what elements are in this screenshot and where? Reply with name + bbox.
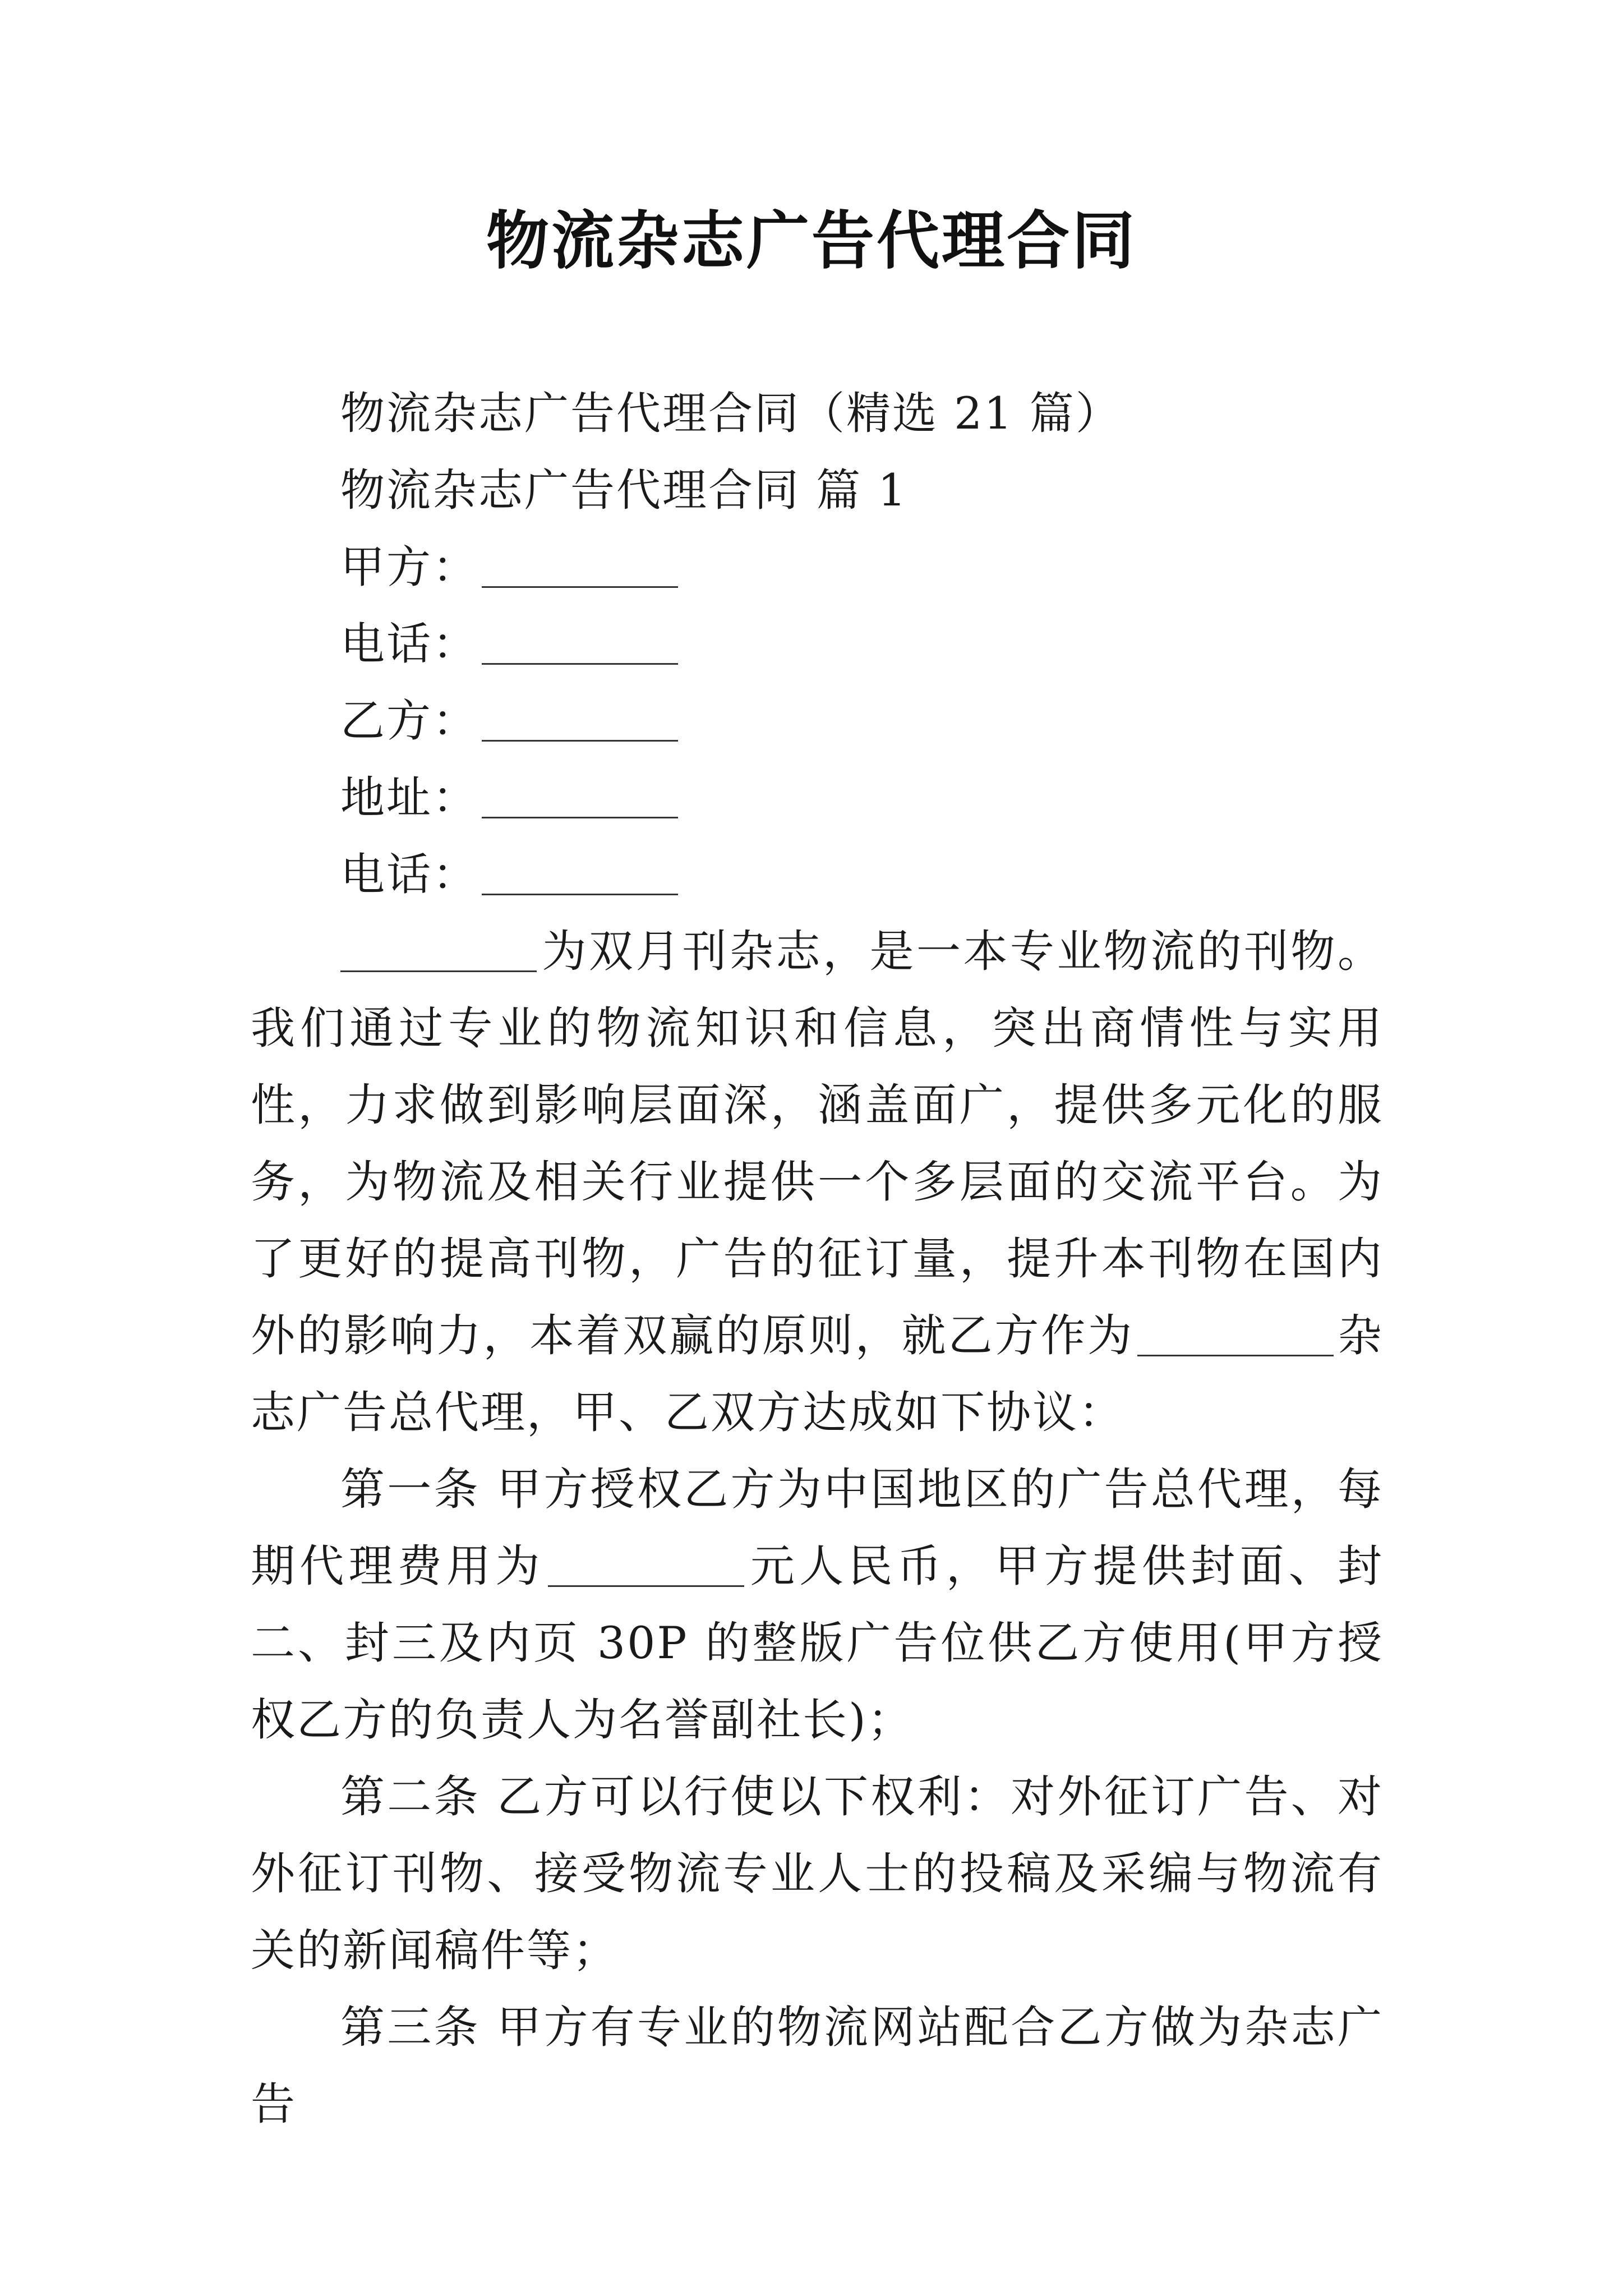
- blank-line: [482, 695, 678, 742]
- blank-line: [482, 618, 678, 665]
- field-phone-b: [251, 836, 1384, 913]
- article-3: 第三条 甲方有专业的物流网站配合乙方做为杂志广告: [251, 2001, 1384, 2130]
- field-label: 电话：: [340, 849, 478, 900]
- field-label: 甲方：: [340, 541, 478, 593]
- document-body: [251, 375, 1384, 2143]
- field-party-b: [251, 683, 1384, 760]
- section-heading: 物流杂志广告代理合同 篇 1: [340, 464, 908, 516]
- blank-line: [482, 772, 678, 818]
- subtitle-line: 物流杂志广告代理合同（精选 21 篇）: [340, 388, 1122, 439]
- intro-paragraph: [251, 913, 1384, 1451]
- article-1-text-1: 第一条 甲方授权乙方为中国地区的广告总代理，每期代理费用为: [251, 1464, 1384, 1592]
- article-1: [251, 1451, 1384, 1759]
- blank-line: [482, 541, 678, 588]
- field-label: 电话：: [340, 618, 478, 670]
- field-address: [251, 760, 1384, 836]
- field-label: 乙方：: [340, 695, 478, 747]
- intro-text-1: 为双月刊杂志，是一本专业物流的刊物。我们通过专业的物流知识和信息，突出商情性与实用性，力求做到影响层面深，涵盖面广，提供多元化的服务，为物流及相关行业提供一个多层面的交流平台。为了更好的提高刊物，广告的征订量，提升本刊物在国内外的影响力，本着双赢的原则，就乙方作为: [251, 926, 1384, 1361]
- document-title: 物流杂志广告代理合同: [486, 204, 1137, 278]
- field-party-a: [251, 529, 1384, 606]
- blank-line: [482, 849, 678, 895]
- article-2: 第二条 乙方可以行使以下权利：对外征订广告、对外征订刊物、接受物流专业人士的投稿及采编与物流有关的新闻稿件等；: [251, 1771, 1384, 1976]
- article-1-text-2: 元人民币，甲方提供封面、封二、封三及内页 30P 的整版广告位供乙方使用(甲方授权乙方的负责人为名誉副社长)；: [251, 1540, 1384, 1746]
- field-phone-a: [251, 606, 1384, 683]
- blank-line: [340, 926, 537, 972]
- blank-line: [1137, 1310, 1334, 1356]
- intro-text-2: 杂志广告总代理，甲、乙双方达成如下协议：: [251, 1310, 1384, 1438]
- blank-line: [548, 1540, 744, 1587]
- field-label: 地址：: [340, 772, 478, 823]
